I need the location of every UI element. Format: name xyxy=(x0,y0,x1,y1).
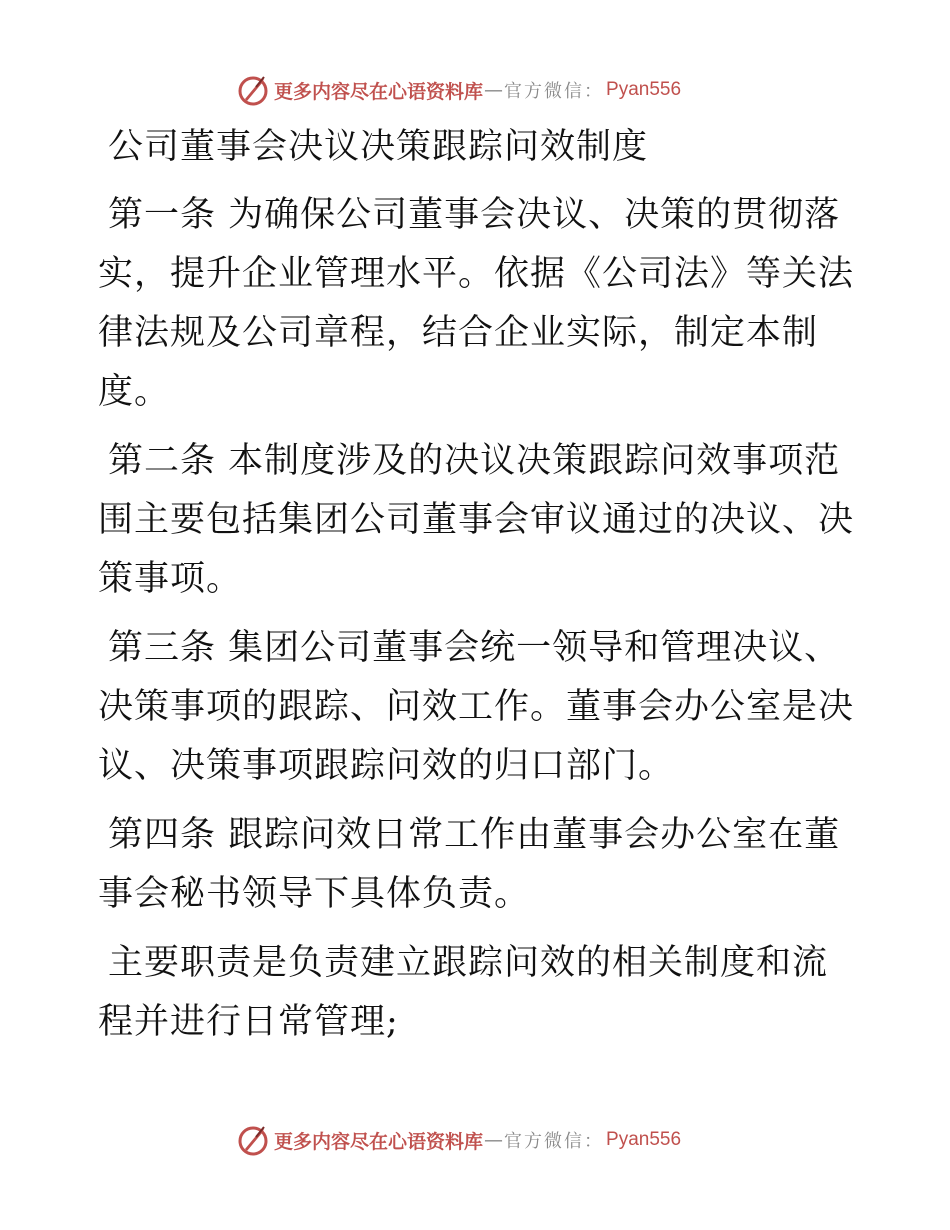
paragraph-article-2: 第二条 本制度涉及的决议决策跟踪问效事项范围主要包括集团公司董事会审议通过的决议、决策事项。 xyxy=(98,441,855,599)
footer-watermark-banner xyxy=(236,1122,716,1158)
quill-pen-logo-icon xyxy=(236,1123,270,1157)
quill-pen-logo-icon xyxy=(236,73,270,107)
paragraph-article-4: 第四条 跟踪问效日常工作由董事会办公室在董事会秘书领导下具体负责。 xyxy=(98,815,841,914)
wechat-label: 官方微信： xyxy=(504,81,605,102)
paragraph-article-1: 第一条 为确保公司董事会决议、决策的贯彻落实，提升企业管理水平。依据《公司法》等关法律法规及公司章程，结合企业实际，制定本制度。 xyxy=(98,195,855,412)
paragraph-main-duties: 主要职责是负责建立跟踪问效的相关制度和流程并进行日常管理; xyxy=(98,943,829,1042)
site-name: 更多内容尽在心语资料库 xyxy=(274,1130,484,1153)
wechat-id: Pyan556 xyxy=(606,1129,682,1150)
site-name: 更多内容尽在心语资料库 xyxy=(274,80,484,103)
document-body xyxy=(98,118,858,1052)
banner-separator: — xyxy=(484,1129,504,1151)
paragraph-article-3: 第三条 集团公司董事会统一领导和管理决议、决策事项的跟踪、问效工作。董事会办公室是决议、决策事项跟踪问效的归口部门。 xyxy=(98,628,855,786)
wechat-id: Pyan556 xyxy=(606,79,682,100)
banner-separator: — xyxy=(484,79,504,101)
document-title: 公司董事会决议决策跟踪问效制度 xyxy=(108,127,649,167)
wechat-label: 官方微信： xyxy=(504,1131,605,1152)
header-watermark-banner xyxy=(236,72,716,108)
